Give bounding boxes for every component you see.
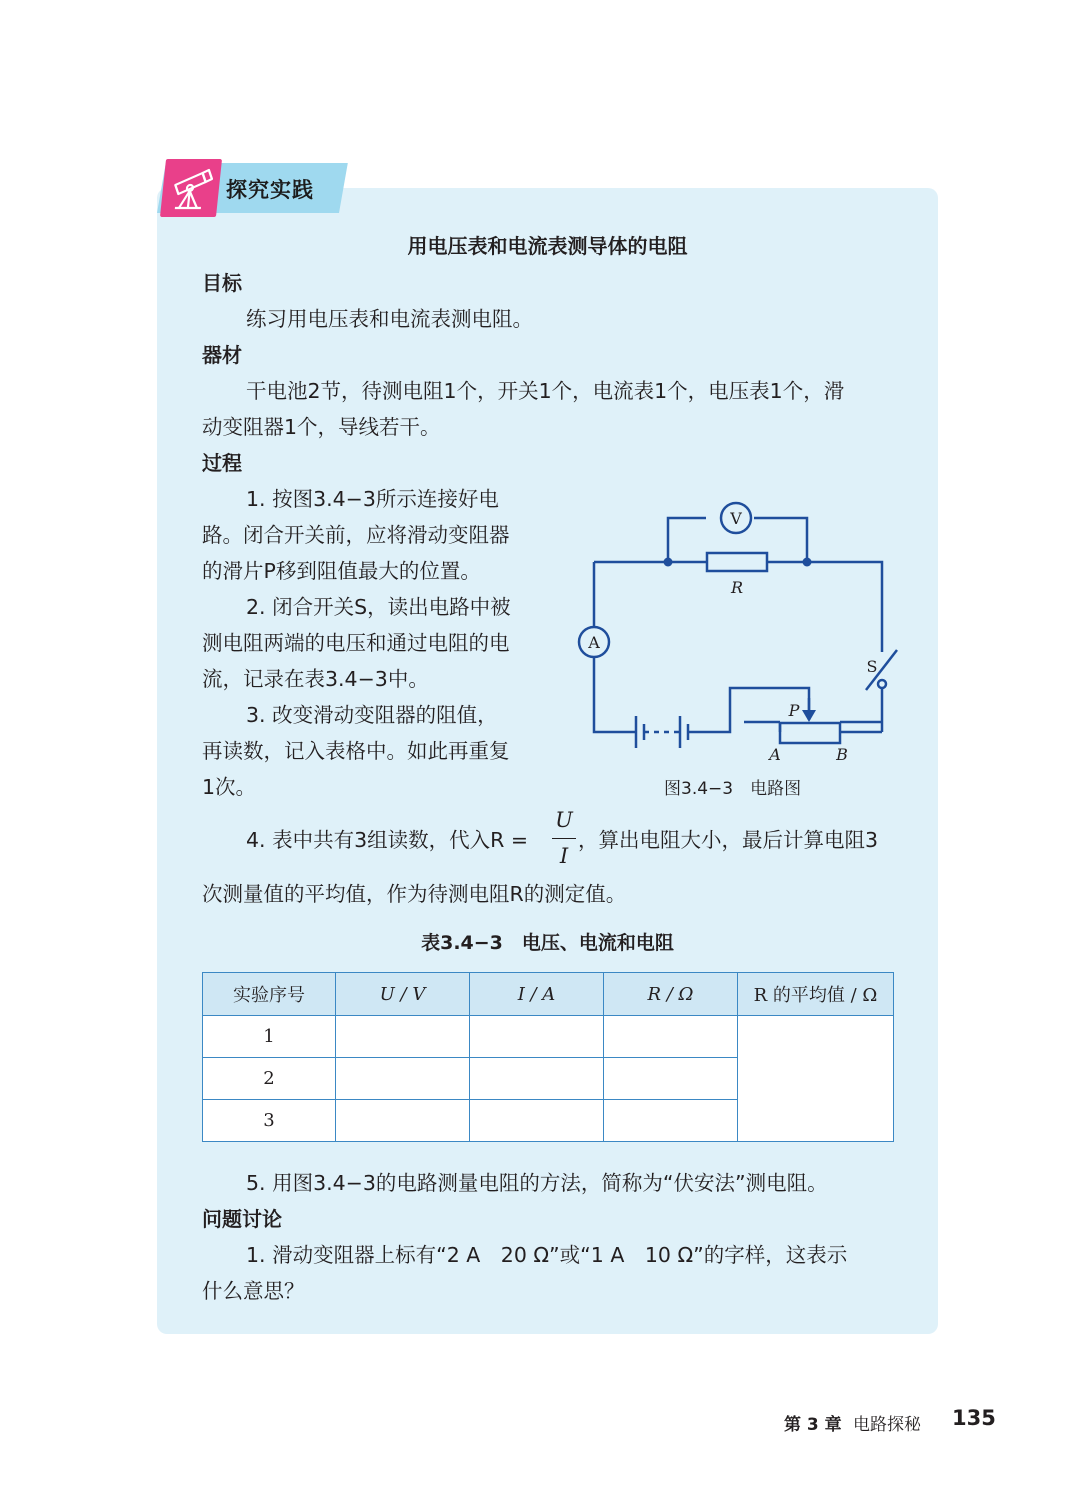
table-cell (336, 1058, 470, 1100)
table-cell (604, 1058, 738, 1100)
step-5-text: 5. 用图3.4−3的电路测量电阻的方法，简称为“伏安法”测电阻。 (246, 1171, 828, 1195)
voltmeter-label: V (730, 509, 742, 528)
table-header: U / V (336, 973, 470, 1016)
step-4-line-2: 次测量值的平均值，作为待测电阻R的测定值。 (202, 882, 627, 906)
data-table (202, 972, 894, 1142)
process-line: 流，记录在表3.4−3中。 (202, 667, 429, 691)
equipment-line-2: 动变阻器1个，导线若干。 (202, 415, 441, 439)
footer-chapter-title: 电路探秘 (853, 1415, 921, 1435)
section-tab-label: 探究实践 (226, 178, 314, 202)
page-number: 135 (952, 1406, 996, 1430)
table-header: R / Ω (604, 973, 738, 1016)
table-cell (336, 1016, 470, 1058)
process-line: 再读数，记入表格中。如此再重复 (202, 739, 510, 763)
fraction-numerator: U (555, 808, 573, 832)
table-cell (604, 1100, 738, 1142)
slider-label: P (788, 701, 800, 720)
process-line: 的滑片P移到阻值最大的位置。 (202, 559, 481, 583)
equipment-heading: 器材 (202, 343, 242, 367)
end-b-label: B (836, 745, 848, 764)
table-row (203, 1016, 894, 1058)
table-cell (470, 1016, 604, 1058)
equipment-line-1: 干电池2节，待测电阻1个，开关1个，电流表1个，电压表1个，滑 (246, 379, 845, 403)
step-4-text-end: ，算出电阻大小，最后计算电阻3 (578, 828, 879, 852)
process-line: 路。闭合开关前，应将滑动变阻器 (202, 523, 510, 547)
goal-text: 练习用电压表和电流表测电阻。 (246, 307, 533, 331)
goal-heading: 目标 (202, 271, 242, 295)
average-cell (738, 1016, 894, 1142)
table-cell (470, 1058, 604, 1100)
process-line: 3. 改变滑动变阻器的阻值， (246, 703, 498, 727)
process-line: 1. 按图3.4−3所示连接好电 (246, 487, 499, 511)
telescope-icon (160, 159, 222, 217)
footer-chapter: 第 3 章 (784, 1415, 842, 1435)
end-a-label: A (769, 745, 781, 764)
discussion-line-2: 什么意思？ (202, 1279, 305, 1303)
table-caption: 表3.4−3 电压、电流和电阻 (421, 932, 674, 954)
table-cell (604, 1016, 738, 1058)
section-tab (157, 157, 357, 223)
circuit-diagram (570, 500, 900, 770)
activity-title: 用电压表和电流表测导体的电阻 (407, 234, 688, 258)
switch-label: S (866, 657, 878, 676)
discussion-line-1: 1. 滑动变阻器上标有“2 A 20 Ω”或“1 A 10 Ω”的字样，这表示 (246, 1243, 848, 1267)
process-heading: 过程 (202, 451, 242, 475)
figure-caption: 图3.4−3 电路图 (664, 779, 802, 799)
process-line: 测电阻两端的电压和通过电阻的电 (202, 631, 510, 655)
fraction-bar (552, 838, 576, 839)
table-header: I / A (470, 973, 604, 1016)
table-cell (336, 1100, 470, 1142)
table-cell (470, 1100, 604, 1142)
process-line: 2. 闭合开关S，读出电路中被 (246, 595, 511, 619)
step-4-text: 4. 表中共有3组读数，代入R = (246, 828, 529, 852)
resistor-label: R (730, 578, 744, 597)
table-header: 实验序号 (203, 973, 336, 1016)
discussion-heading: 问题讨论 (202, 1207, 282, 1231)
row-number: 2 (203, 1058, 336, 1100)
fraction-denominator: I (559, 844, 569, 868)
process-line: 1次。 (202, 775, 257, 799)
row-number: 3 (203, 1100, 336, 1142)
row-number: 1 (203, 1016, 336, 1058)
ammeter-label: A (588, 633, 600, 652)
table-header: R 的平均值 / Ω (738, 973, 894, 1016)
